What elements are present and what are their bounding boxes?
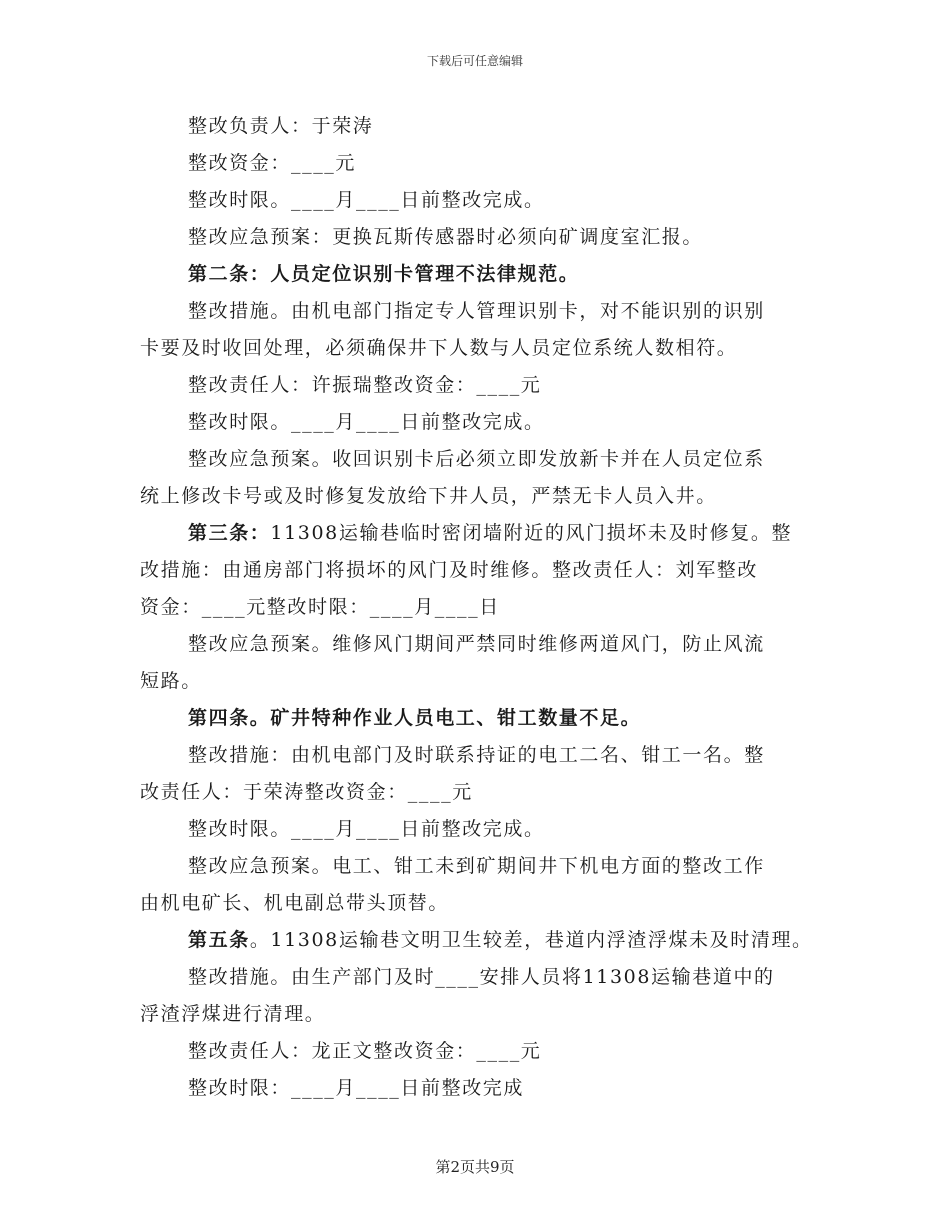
text-line [140, 663, 805, 700]
line-text: 整改措施：由机电部门及时联系持证的电工二名、钳工一名。整 [188, 744, 765, 766]
line-text: 整改责任人：龙正文整改资金：____元 [188, 1040, 542, 1062]
text-line [140, 811, 805, 848]
text-line [140, 182, 805, 219]
page-header: 下载后可任意编辑 [426, 54, 523, 68]
text-line [140, 478, 805, 515]
line-text: 统上修改卡号或及时修复发放给下井人员，严禁无卡人员入井。 [140, 485, 717, 507]
line-text: 资金：____元整改时限：____月____日 [140, 596, 500, 618]
text-line [140, 700, 805, 737]
line-text: 整改负责人：于荣涛 [188, 115, 374, 137]
page-footer: 第2页共9页 [435, 1158, 515, 1176]
text-line [140, 293, 805, 330]
text-line [140, 589, 805, 626]
text-line [140, 848, 805, 885]
article-heading: 第三条： [188, 522, 271, 544]
line-text: 整改应急预案。电工、钳工未到矿期间井下机电方面的整改工作 [188, 855, 765, 877]
text-line [140, 552, 805, 589]
line-text: 整改措施。由机电部门指定专人管理识别卡，对不能识别的识别 [188, 300, 765, 322]
line-text: 11308运输巷临时密闭墙附近的风门损坏未及时修复。整 [270, 522, 793, 544]
line-text: 整改应急预案。维修风门期间严禁同时维修两道风门，防止风流 [188, 633, 765, 655]
line-text: 。11308运输巷文明卫生较差，巷道内浮渣浮煤未及时清理。 [249, 929, 813, 951]
line-text: 改措施：由通房部门将损坏的风门及时维修。整改责任人：刘军整改 [140, 559, 759, 581]
line-text: 整改时限：____月____日前整改完成 [188, 1077, 525, 1099]
text-line [140, 774, 805, 811]
text-line [140, 219, 805, 256]
line-text: 短路。 [140, 670, 202, 692]
text-line [140, 367, 805, 404]
line-text: 卡要及时收回处理，必须确保井下人数与人员定位系统人数相符。 [140, 337, 738, 359]
text-line [140, 330, 805, 367]
line-text: 整改资金：____元 [188, 152, 357, 174]
text-line [140, 1033, 805, 1070]
text-line [140, 256, 805, 293]
text-line [140, 145, 805, 182]
line-text: 整改措施。由生产部门及时____安排人员将11308运输巷道中的 [188, 966, 775, 988]
line-text: 整改时限。____月____日前整改完成。 [188, 411, 545, 433]
text-line [140, 626, 805, 663]
text-line [140, 885, 805, 922]
article-heading: 第五条 [188, 929, 250, 951]
line-text: 浮渣浮煤进行清理。 [140, 1003, 326, 1025]
line-text: 整改责任人：许振瑞整改资金：____元 [188, 374, 542, 396]
text-line [140, 737, 805, 774]
text-line [140, 515, 805, 552]
line-text: 第四条。矿井特种作业人员电工、钳工数量不足。 [188, 707, 642, 729]
line-text: 第二条：人员定位识别卡管理不法律规范。 [188, 263, 580, 285]
text-line [140, 1070, 805, 1107]
document-body [140, 108, 813, 1107]
text-line [140, 996, 805, 1033]
line-text: 改责任人：于荣涛整改资金：____元 [140, 781, 473, 803]
text-line [140, 441, 805, 478]
text-line [140, 959, 805, 996]
text-line [140, 404, 805, 441]
line-text: 整改时限。____月____日前整改完成。 [188, 189, 545, 211]
line-text: 整改应急预案。收回识别卡后必须立即发放新卡并在人员定位系 [188, 448, 765, 470]
line-text: 由机电矿长、机电副总带头顶替。 [140, 892, 450, 914]
line-text: 整改时限。____月____日前整改完成。 [188, 818, 545, 840]
text-line [140, 922, 813, 959]
line-text: 整改应急预案：更换瓦斯传感器时必须向矿调度室汇报。 [188, 226, 704, 248]
text-line [140, 108, 805, 145]
